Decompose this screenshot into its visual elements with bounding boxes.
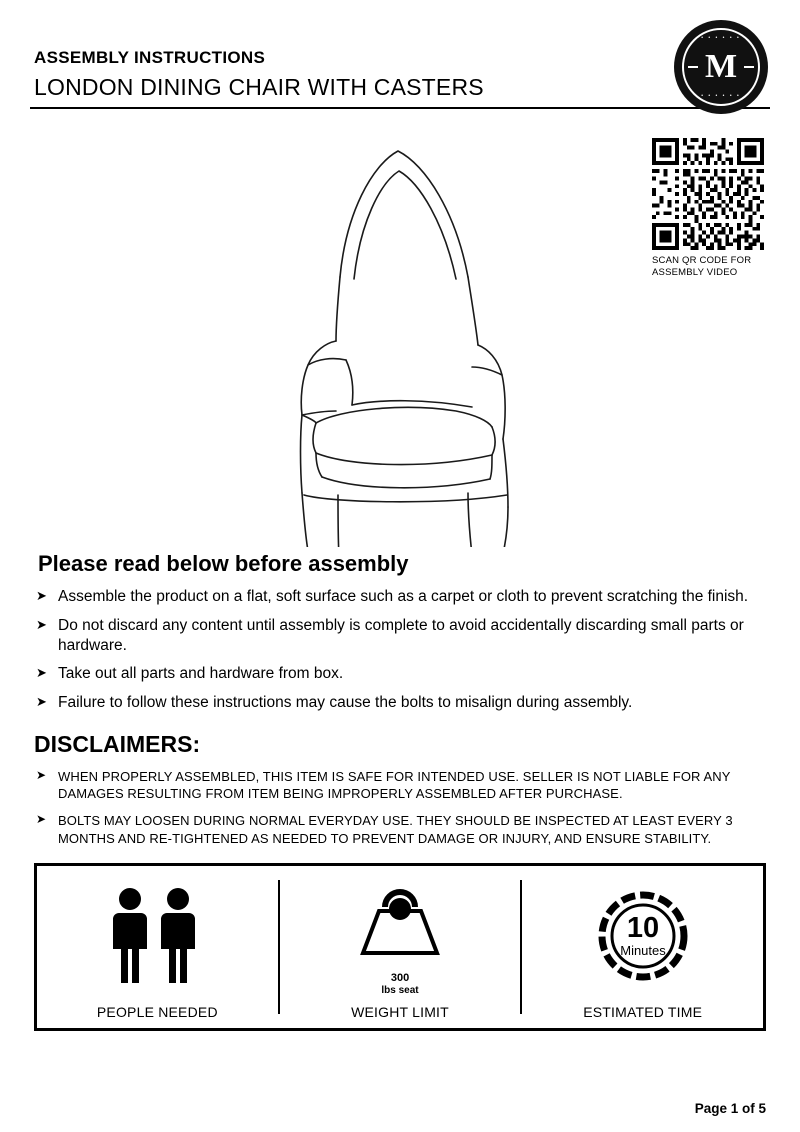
list-item-text: Assemble the product on a flat, soft surface such as a carpet or cloth to prevent scratching the finish. xyxy=(58,588,749,605)
disclaimers-heading: DISCLAIMERS: xyxy=(34,731,201,758)
weight-limit-value: 300 xyxy=(390,971,410,984)
page-header xyxy=(30,0,770,109)
estimated-time-label: ESTIMATED TIME xyxy=(583,1003,703,1020)
brand-logo-ring xyxy=(682,28,760,106)
weight-limit-graphic xyxy=(345,876,455,970)
estimated-time-graphic xyxy=(587,876,699,996)
page-number: Page 1 of 5 xyxy=(694,1101,766,1116)
list-item xyxy=(36,616,770,656)
list-item xyxy=(36,768,770,802)
people-needed-cell xyxy=(37,866,278,1028)
disclaimers-list xyxy=(36,768,770,847)
chair-line-drawing xyxy=(220,127,580,547)
estimated-time-unit: Minutes xyxy=(619,942,666,958)
qr-code-block xyxy=(652,138,776,279)
brand-logo-dash-right xyxy=(744,66,754,68)
qr-code-icon[interactable] xyxy=(652,138,764,250)
list-item xyxy=(36,693,770,713)
page-title: LONDON DINING CHAIR WITH CASTERS xyxy=(34,74,484,100)
read-before-section xyxy=(30,551,770,713)
estimated-time-cell xyxy=(522,866,763,1028)
weight-limit-cell xyxy=(280,866,521,1028)
brand-logo-top-text: • • • • • • xyxy=(701,35,741,41)
list-item xyxy=(36,664,770,684)
bullet-icon: ➤ xyxy=(36,588,47,603)
brand-logo xyxy=(674,20,768,114)
bullet-icon: ➤ xyxy=(36,665,47,681)
disclaimers-section xyxy=(30,731,770,847)
people-needed-label: PEOPLE NEEDED xyxy=(96,1003,218,1020)
list-item xyxy=(36,587,770,607)
weight-limit-unit: lbs seat xyxy=(381,984,419,996)
list-item xyxy=(36,812,770,846)
brand-logo-letter: M xyxy=(704,48,738,85)
people-needed-graphic xyxy=(92,876,222,996)
qr-caption xyxy=(652,255,776,279)
weight-icon xyxy=(345,877,455,969)
header-divider xyxy=(30,107,770,109)
read-before-heading: Please read below before assembly xyxy=(38,551,409,576)
qr-caption-line1: SCAN QR CODE FOR xyxy=(652,255,752,266)
brand-logo-bottom-text: • • • • • • xyxy=(701,93,741,99)
bullet-icon: ➤ xyxy=(36,616,47,632)
info-summary-box xyxy=(34,863,766,1031)
clock-icon xyxy=(587,885,699,987)
list-item-text: Failure to follow these instructions may cause the bolts to misalign during assembly. xyxy=(58,694,633,712)
weight-limit-label: WEIGHT LIMIT xyxy=(351,1003,449,1020)
bullet-icon: ➤ xyxy=(36,694,47,710)
list-item-text: BOLTS MAY LOOSEN DURING NORMAL EVERYDAY USE. THEY SHOULD BE INSPECTED AT LEAST EVERY 3 MONTHS AND RE-TIGHTENED AS NEEDED TO PREVENT DAMAGE OR INJURY, AND ENSURE STABILITY. xyxy=(58,813,733,846)
bullet-icon: ➤ xyxy=(36,768,47,783)
list-item-text: Take out all parts and hardware from box. xyxy=(58,665,344,683)
read-before-list xyxy=(36,587,770,713)
list-item-text: Do not discard any content until assembly is complete to avoid accidentally discarding small parts or hardware. xyxy=(58,616,744,654)
list-item-text: WHEN PROPERLY ASSEMBLED, THIS ITEM IS SAFE FOR INTENDED USE. SELLER IS NOT LIABLE FOR ANY DAMAGES RESULTING FROM ITEM BEING IMPROPERLY ASSEMBLED AFTER PURCHASE. xyxy=(58,769,731,802)
qr-caption-line2: ASSEMBLY VIDEO xyxy=(652,266,738,278)
page-title-small: ASSEMBLY INSTRUCTIONS xyxy=(34,48,266,67)
brand-logo-dash-left xyxy=(688,66,698,68)
bullet-icon: ➤ xyxy=(36,812,47,827)
two-people-icon xyxy=(92,886,222,986)
estimated-time-value: 10 xyxy=(626,911,659,944)
